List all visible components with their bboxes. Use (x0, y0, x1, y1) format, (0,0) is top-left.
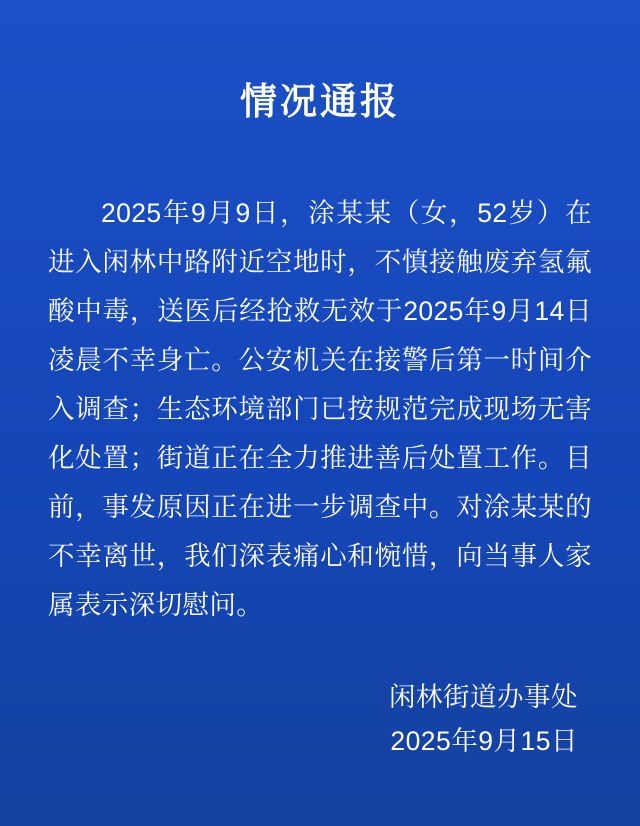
bottom-padding (48, 764, 592, 786)
page-title: 情况通报 (240, 81, 400, 122)
layout-spacer (48, 656, 592, 676)
signature-issuer: 闲林街道办事处 (389, 682, 578, 713)
notice-body-text: 2025年9月9日，涂某某（女，52岁）在进入闲林中路附近空地时，不慎接触废弃氢氟酸中毒，送医后经抢救无效于2025年9月14日凌晨不幸身亡。公安机关在接警后第一时间介入调查；生态环境部门已按规范完成现场无害化处置；街道正在全力推进善后处置工作。目前，事发原因正在进一步调查中。对涂某某的不幸离世，我们深表痛心和惋惜，向当事人家属表示深切慰问。 (48, 197, 592, 620)
signature-date: 2025年9月15日 (390, 725, 578, 756)
signature-block (48, 676, 592, 763)
